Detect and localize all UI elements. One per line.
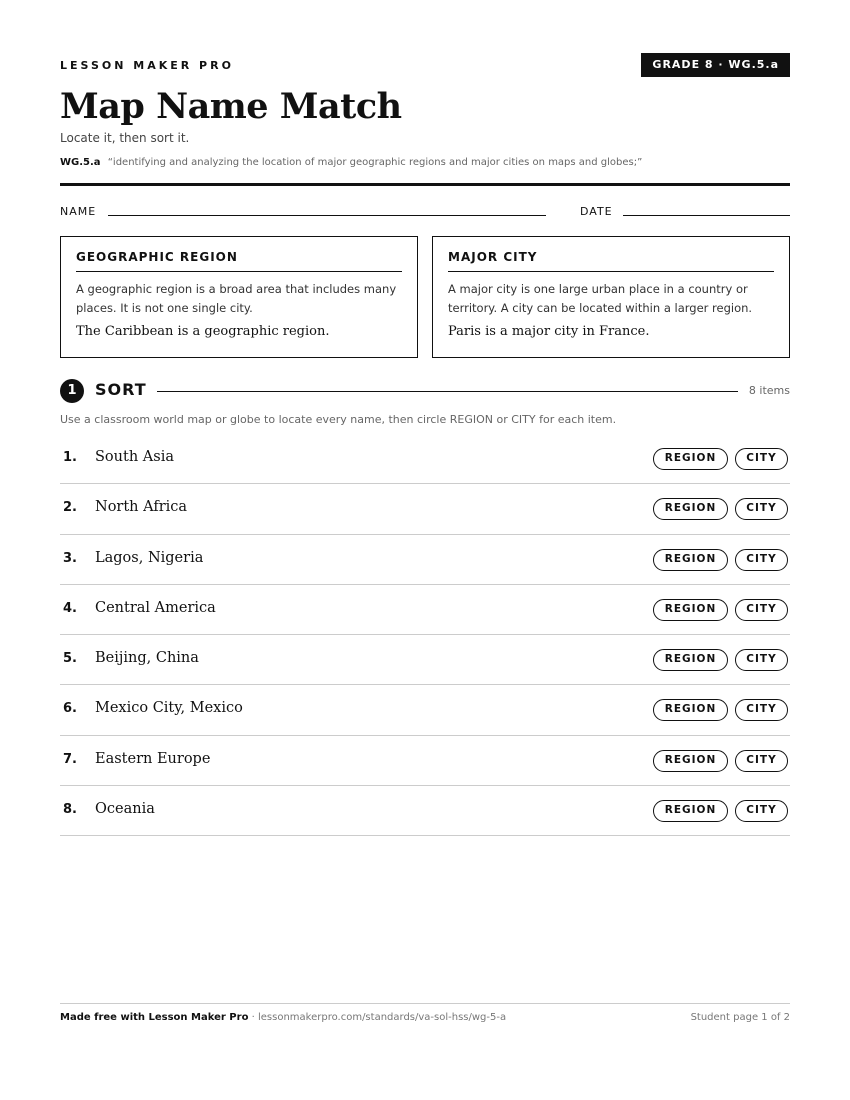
definition-card-city <box>432 236 790 358</box>
standard-code: WG.5.a <box>60 157 101 168</box>
region-option[interactable]: REGION <box>653 599 728 621</box>
footer-url: · lessonmakerpro.com/standards/va-sol-hss/wg-5-a <box>248 1012 507 1023</box>
date-label: DATE <box>580 205 613 218</box>
definition-example: The Caribbean is a geographic region. <box>76 324 330 339</box>
item-name: South Asia <box>95 449 174 465</box>
city-option[interactable]: CITY <box>735 498 788 520</box>
brand-name: LESSON MAKER PRO <box>60 59 234 72</box>
city-option[interactable]: CITY <box>735 549 788 571</box>
item-number: 8. <box>63 801 77 817</box>
city-option[interactable]: CITY <box>735 750 788 772</box>
item-name: Mexico City, Mexico <box>95 700 243 717</box>
list-item <box>60 635 790 685</box>
region-option[interactable]: REGION <box>653 699 728 721</box>
list-item <box>60 434 790 484</box>
item-name: Lagos, Nigeria <box>95 549 204 566</box>
region-option[interactable]: REGION <box>653 750 728 772</box>
page-title: Map Name Match <box>60 86 402 127</box>
instructions: Use a classroom world map or globe to locate every name, then circle REGION or CITY for each item. <box>60 413 617 426</box>
city-option[interactable]: CITY <box>735 800 788 822</box>
list-item <box>60 786 790 836</box>
definition-text: A geographic region is a broad area that includes many places. It is not one single city. <box>76 282 397 315</box>
item-count: 8 items <box>748 384 790 397</box>
list-item <box>60 685 790 735</box>
item-number: 4. <box>63 600 77 616</box>
step-number-badge: 1 <box>60 379 84 403</box>
item-name: Central America <box>95 599 216 616</box>
definition-title: GEOGRAPHIC REGION <box>76 250 402 272</box>
header-divider <box>60 183 790 186</box>
section-title: SORT <box>95 380 147 399</box>
item-number: 6. <box>63 701 77 717</box>
item-name: North Africa <box>95 499 188 516</box>
city-option[interactable]: CITY <box>735 649 788 671</box>
header <box>60 53 790 79</box>
item-number: 1. <box>63 450 77 465</box>
list-item <box>60 535 790 585</box>
item-number: 2. <box>63 500 77 516</box>
definition-example: Paris is a major city in France. <box>448 324 650 339</box>
item-number: 7. <box>63 751 77 767</box>
definition-card-region <box>60 236 418 358</box>
grade-standard-badge: GRADE 8 · WG.5.a <box>641 53 790 77</box>
footer-made-by: Made free with Lesson Maker Pro <box>60 1012 249 1023</box>
definition-title: MAJOR CITY <box>448 250 774 272</box>
region-option[interactable]: REGION <box>653 549 728 571</box>
city-option[interactable]: CITY <box>735 699 788 721</box>
item-number: 5. <box>63 651 77 666</box>
region-option[interactable]: REGION <box>653 498 728 520</box>
item-name: Oceania <box>95 800 155 817</box>
city-option[interactable]: CITY <box>735 448 788 470</box>
footer-divider <box>60 1003 790 1004</box>
page-subtitle: Locate it, then sort it. <box>60 131 190 145</box>
section-divider <box>157 391 738 392</box>
sort-item-list <box>60 434 790 836</box>
name-date-row <box>60 205 790 219</box>
region-option[interactable]: REGION <box>653 800 728 822</box>
section-header <box>60 378 790 404</box>
list-item <box>60 736 790 786</box>
region-option[interactable]: REGION <box>653 448 728 470</box>
region-option[interactable]: REGION <box>653 649 728 671</box>
list-item <box>60 585 790 635</box>
standard-text: “identifying and analyzing the location of major geographic regions and major cities on maps and globes;” <box>107 157 643 168</box>
standard-line <box>60 157 642 168</box>
item-name: Eastern Europe <box>95 750 211 767</box>
city-option[interactable]: CITY <box>735 599 788 621</box>
date-field[interactable] <box>623 215 790 216</box>
page-indicator: Student page 1 of 2 <box>690 1012 790 1023</box>
footer-credit <box>60 1012 506 1023</box>
item-number: 3. <box>63 550 77 566</box>
name-field[interactable] <box>108 215 546 216</box>
definition-text: A major city is one large urban place in a country or territory. A city can be located within a larger region. <box>448 282 753 315</box>
list-item <box>60 484 790 534</box>
item-name: Beijing, China <box>95 650 199 666</box>
worksheet-page <box>60 0 790 1100</box>
name-label: NAME <box>60 205 97 218</box>
